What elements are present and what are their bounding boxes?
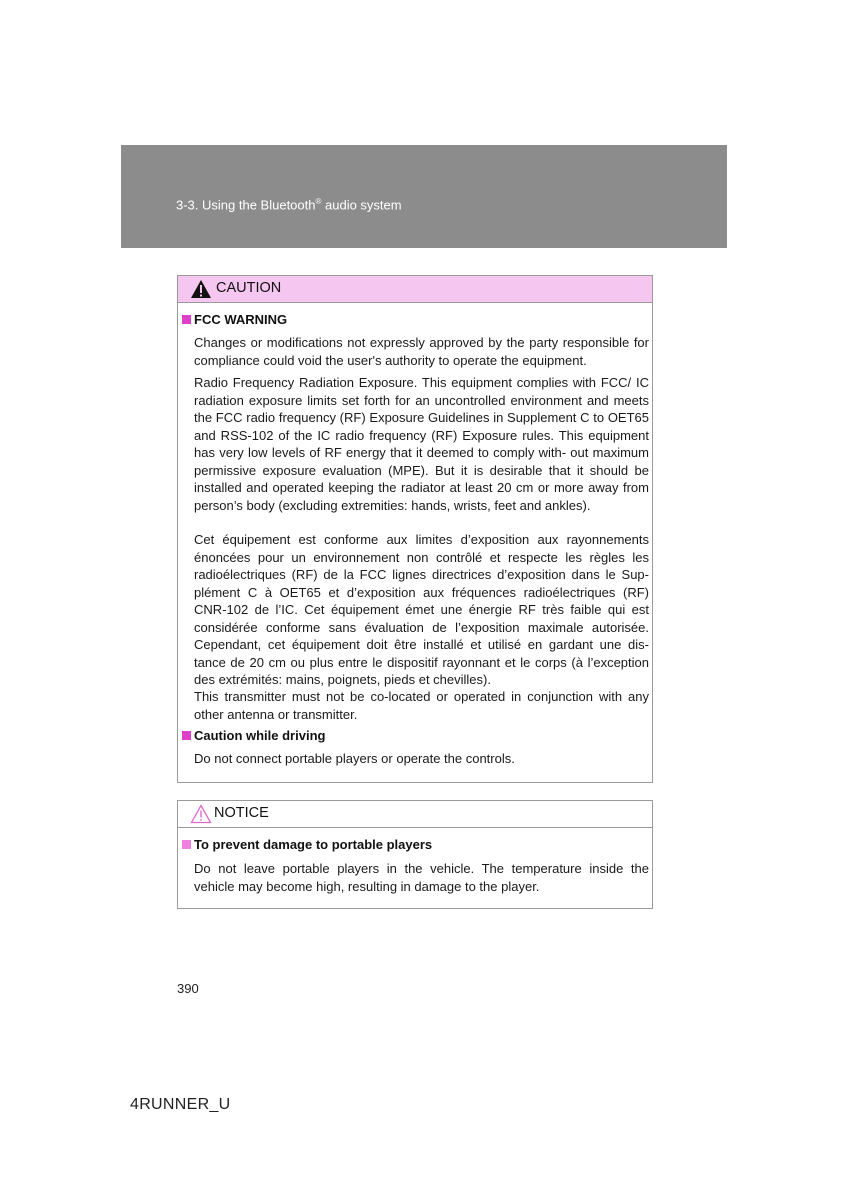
notice-heading: To prevent damage to portable players bbox=[182, 837, 432, 852]
fcc-warning-heading: FCC WARNING bbox=[182, 312, 287, 327]
caution-driving-heading: Caution while driving bbox=[182, 728, 325, 743]
fcc-paragraph-2: Radio Frequency Radiation Exposure. This equipment complies with FCC/ IC radiation exposure limits set forth for an uncontrolled environment and meets the FCC radio frequency (RF) Exposure Guidelines in Supplement C to OET65 and RSS-102 of the IC radio frequency (RF) Exposure rules. This equipment has very low levels of RF energy that it deemed to comply with- out maximum permissive exposure evaluation (MPE). But it is desirable that it should be installed and operated keeping the radiator at least 20 cm or more away from person’s body (excluding extremities: hands, wrists, feet and ankles). bbox=[194, 375, 649, 513]
bullet-square-icon bbox=[182, 315, 191, 324]
document-code: 4RUNNER_U bbox=[130, 1096, 231, 1113]
fcc-paragraph-1: Changes or modifications not expressly approved by the party responsible for compliance could void the user's authority to operate the equipment. bbox=[194, 335, 649, 368]
fcc-paragraph-3: Cet équipement est conforme aux limites d’exposition aux rayonnements énoncées pour un environnement non contrôlé et respecte les règles les radioélectriques (RF) de la FCC lignes directrices d’exposition dans le Sup- plément C à OET65 et d’exposition aux fréquences radioélectriques (RF) CNR-102 de l’IC. Cet équipement émet une énergie RF très faible qui est considérée conforme sans évaluation de l’exposition maximale autorisée. Cependant, cet équipement doit être installé et utilisé en gardant une dis- tance de 20 cm ou plus entre le dispositif rayonnant et le corps (à l’exception des extrémités: mains, poignets, pieds et chevilles). bbox=[194, 532, 649, 687]
caution-header bbox=[178, 276, 652, 303]
bullet-square-icon bbox=[182, 840, 191, 849]
notice-paragraph: Do not leave portable players in the vehicle. The temperature inside the vehicle may become high, resulting in damage to the player. bbox=[194, 861, 649, 894]
caution-box bbox=[177, 275, 653, 783]
section-title: 3-3. Using the Bluetooth® audio system bbox=[176, 197, 402, 213]
notice-title: NOTICE bbox=[214, 805, 269, 821]
registered-mark: ® bbox=[315, 197, 322, 206]
caution-title: CAUTION bbox=[216, 280, 282, 296]
notice-header bbox=[178, 801, 652, 828]
page-number: 390 bbox=[177, 981, 199, 996]
section-header-band bbox=[121, 145, 727, 248]
notice-box bbox=[177, 800, 653, 909]
bullet-square-icon bbox=[182, 731, 191, 740]
caution-driving-paragraph: Do not connect portable players or operate the controls. bbox=[194, 751, 515, 766]
warning-triangle-outline-icon bbox=[190, 804, 212, 824]
fcc-paragraph-4: This transmitter must not be co-located or operated in conjunction with any other antenna or transmitter. bbox=[194, 689, 649, 722]
warning-triangle-icon bbox=[190, 279, 212, 299]
